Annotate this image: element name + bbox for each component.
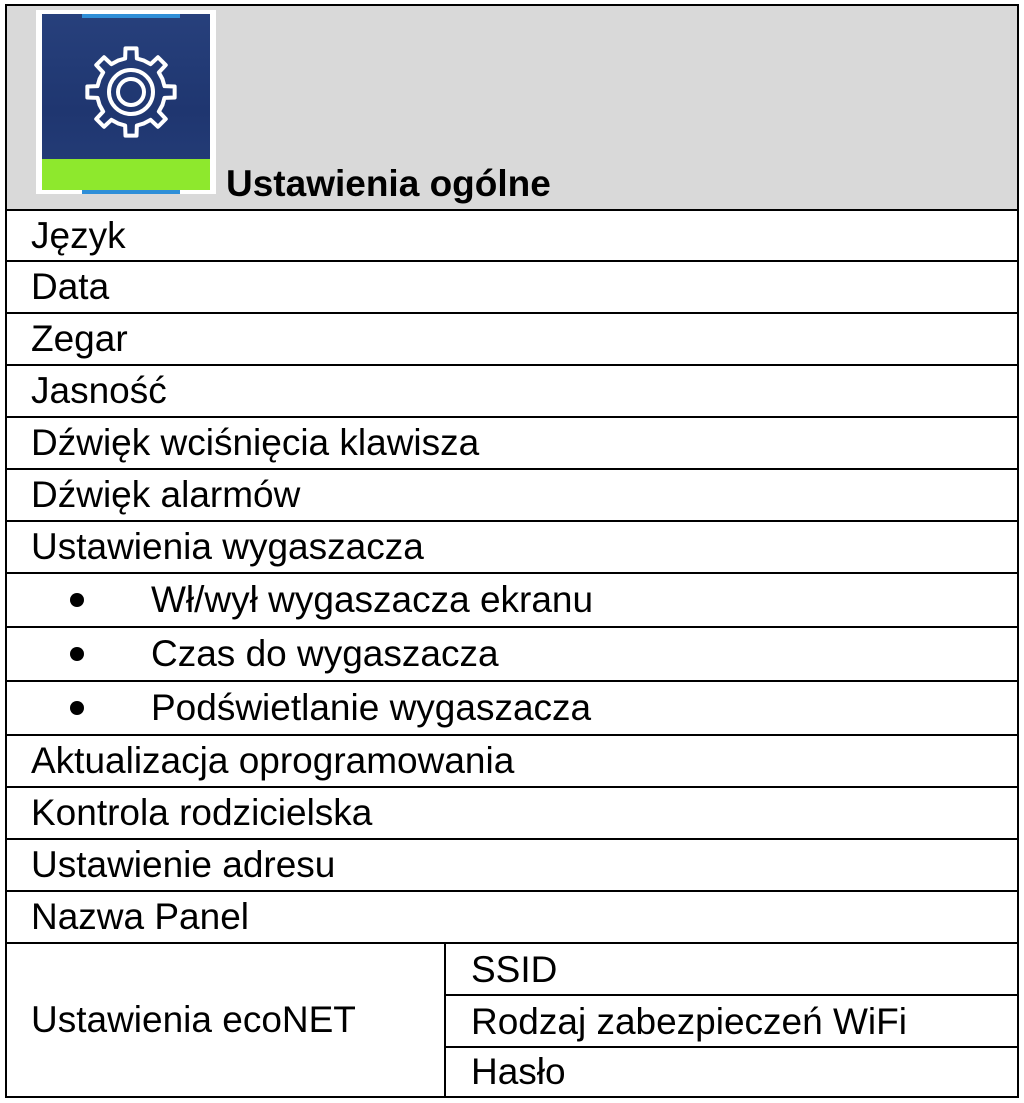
econet-item-password[interactable] xyxy=(446,1048,1017,1096)
settings-row[interactable] xyxy=(7,522,1017,574)
settings-subitem-label: Czas do wygaszacza xyxy=(151,633,499,674)
page-title: Ustawienia ogólne xyxy=(226,163,551,204)
econet-item-security[interactable] xyxy=(446,996,1017,1048)
logo-green-bar xyxy=(42,159,210,190)
settings-item-label: Jasność xyxy=(31,370,167,411)
settings-row[interactable] xyxy=(7,211,1017,262)
settings-row[interactable] xyxy=(7,840,1017,892)
settings-row[interactable] xyxy=(7,736,1017,788)
econet-item-label: Hasło xyxy=(471,1051,566,1092)
econet-section xyxy=(7,944,1017,1096)
econet-item-label: Rodzaj zabezpieczeń WiFi xyxy=(471,1001,907,1042)
settings-item-label: Aktualizacja oprogramowania xyxy=(31,740,515,781)
bullet-icon xyxy=(70,647,84,661)
econet-label[interactable]: Ustawienia ecoNET xyxy=(31,999,356,1040)
settings-item-label: Zegar xyxy=(31,318,128,359)
econet-item-ssid[interactable] xyxy=(446,944,1017,996)
settings-row[interactable] xyxy=(7,892,1017,944)
econet-item-label: SSID xyxy=(471,949,558,990)
settings-subitem-label: Podświetlanie wygaszacza xyxy=(151,687,592,728)
settings-row[interactable] xyxy=(7,418,1017,470)
settings-row[interactable] xyxy=(7,682,1017,736)
logo-bottom-bar xyxy=(82,190,180,194)
settings-item-label: Nazwa Panel xyxy=(31,896,250,937)
settings-row[interactable] xyxy=(7,366,1017,418)
gear-icon xyxy=(76,37,186,147)
table-header xyxy=(7,6,1017,211)
settings-item-label: Ustawienie adresu xyxy=(31,844,336,885)
settings-item-label: Dźwięk wciśnięcia klawisza xyxy=(31,422,480,463)
settings-row[interactable] xyxy=(7,628,1017,682)
settings-row[interactable] xyxy=(7,470,1017,522)
bullet-icon xyxy=(70,701,84,715)
settings-item-label: Kontrola rodzicielska xyxy=(31,792,373,833)
settings-item-label: Ustawienia wygaszacza xyxy=(31,526,424,567)
settings-row[interactable] xyxy=(7,314,1017,366)
settings-item-label: Dźwięk alarmów xyxy=(31,474,301,515)
settings-subitem-label: Wł/wył wygaszacza ekranu xyxy=(151,579,594,620)
settings-table xyxy=(5,4,1019,1098)
settings-row[interactable] xyxy=(7,788,1017,840)
logo-tile xyxy=(42,14,210,190)
settings-row[interactable] xyxy=(7,262,1017,314)
settings-item-label: Język xyxy=(31,215,126,256)
logo-top-bar xyxy=(82,14,180,18)
settings-logo xyxy=(36,10,216,194)
bullet-icon xyxy=(70,593,84,607)
settings-row[interactable] xyxy=(7,574,1017,628)
settings-item-label: Data xyxy=(31,266,110,307)
